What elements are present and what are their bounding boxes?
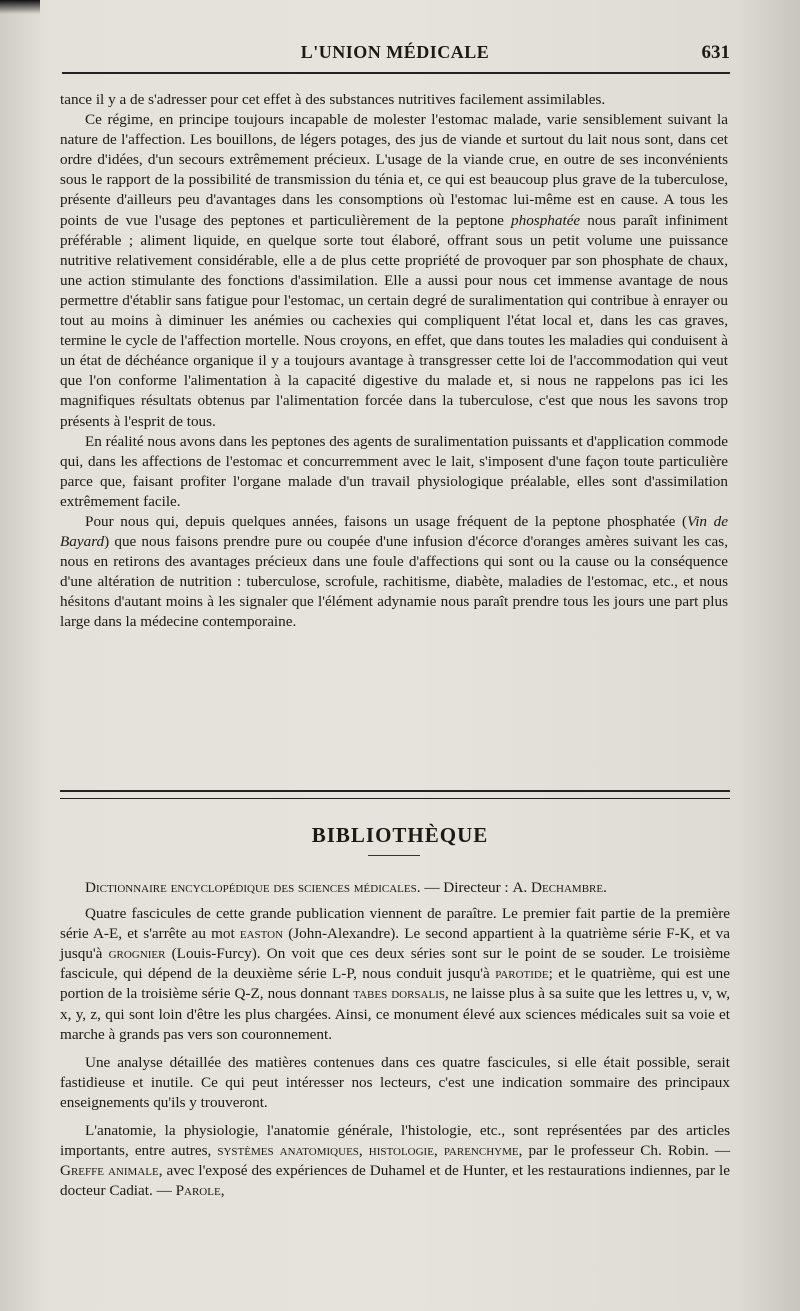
review-paragraph-1 <box>60 904 730 1045</box>
paragraph-2-text-b: nous paraît infiniment préférable ; aliment liquide, en quelque sorte tout élaboré, offrant sous un petit volume une puissance nutritive relativement considérable, elle a de plus cette propriété de provoquer par son phosphate de chaux, une action stimulante des fonctions d'assimilation. Elle a aussi pour nous cet immense avantage de nous permettre d'établir sans fatigue pour l'estomac, un certain degré de suralimentation qui contribue à enrayer ou tout au moins à diminuer les anémies ou cachexies qui compliquent l'état local et, dans les cas graves, termine le cycle de l'affection mortelle. Nous croyons, en effet, que dans toutes les maladies qui conduisent à un état de déchéance organique il y a toujours avantage à transgresser cette loi de l'accommodation qui veut que l'on conforme l'alimentation à la capacité digestive du malade et, si nous ne rappelons pas ici les magnifiques résultats obtenus par l'alimentation forcée dans la tuberculose, c'est que nous les savons trop présents à l'esprit de tous. <box>60 211 728 430</box>
article-body <box>60 90 728 633</box>
paragraph-2 <box>60 110 728 432</box>
header-rule <box>62 72 730 74</box>
section-divider <box>60 790 730 799</box>
paragraph-2-text-a: Ce régime, en principe toujours incapable de molester l'estomac malade, varie sensiblement suivant la nature de l'affection. Les bouillons, de légers potages, des jus de viande et surtout du lait nous sont, dans cet ordre d'idées, d'un secours extrêmement précieux. L'usage de la viande crue, en outre de ses inconvénients sous le rapport de la possibilité de transmission du ténia et, ce qui est beaucoup plus grave de la tuberculose, présente d'ailleurs peu d'avantages dans les consomptions où l'estomac lui-même est en cause. A tous les points de vue l'usage des peptones et particulièrement de la peptone <box>60 111 728 229</box>
review-p1-term-3: parotide <box>495 965 549 983</box>
title-underline <box>368 855 420 856</box>
review-p3-text-a: L'anatomie, la physiologie, l'anatomie générale, l'histologie, etc., sont représentées par des articles importants, entre autres, <box>60 1122 730 1160</box>
paragraph-3: En réalité nous avons dans les peptones des agents de suralimentation puissants et d'application commode qui, dans les affections de l'estomac et concurremment avec le lait, s'imposent d'une façon toute particulière parce que, faisant profiter l'organe malade d'un travail physiologique préalable, elles sont d'assimilation extrêmement facile. <box>60 432 728 510</box>
scan-corner-shadow <box>0 0 40 14</box>
review-p3-term-4: Greffe animale <box>60 1162 159 1180</box>
page-header <box>60 42 730 72</box>
review-p1-text-c: (Louis-Furcy). On voit que ces deux séries sont sur le point de se souder. Le troisième fascicule, qui dépend de la deuxième série L-P, nous conduit jusqu'à <box>60 945 730 983</box>
paragraph-2-italic: phosphatée <box>511 211 581 229</box>
review-p3-text-f: , <box>220 1182 225 1200</box>
review-p3-term-1: systèmes anatomiques <box>217 1142 359 1160</box>
review-p1-term-4: tabes dorsalis <box>353 985 445 1003</box>
review-heading <box>60 878 730 898</box>
review-p3-text-e: , avec l'exposé des expériences de Duhamel et de Hunter, et les restaurations indiennes, par le docteur Cadiat. — <box>60 1162 731 1200</box>
review-p1-text-e: , ne laisse plus à sa suite que les lettres u, v, w, x, y, z, qui sont loin d'être les plus chargées. Ainsi, ce monument élevé aux sciences médicales suit sa voie et marche à grands pas vers son couronnement. <box>60 985 730 1043</box>
review-p3-term-5: Parole <box>175 1182 221 1200</box>
review-body <box>60 878 730 1201</box>
paragraph-4 <box>60 512 728 633</box>
paragraph-4-italic: Vin de Bayard <box>60 512 728 551</box>
review-p3-text-b: , <box>358 1142 369 1160</box>
paragraph-4-text-a: Pour nous qui, depuis quelques années, faisons un usage fréquent de la peptone phosphatée ( <box>85 512 688 530</box>
review-p1-text-d: ; et le quatrième, qui est une portion de la troisième série Q-Z, nous donnant <box>60 965 730 1003</box>
paragraph-4-text-b: ) que nous faisons prendre pure ou coupée d'une infusion d'écorce d'oranges amères suivant les cas, nous en retirons des avantages précieux dans une foule d'affections qui sont ou la cause ou la conséquence d'une altération de nutrition : tuberculose, scrofule, rachitisme, diabète, maladies de l'estomac, etc., et nous hésitons d'autant moins à les signaler que l'élément adynamie nous paraît prendre tous les jours une part plus large dans la médecine contemporaine. <box>60 533 728 631</box>
review-p1-text-a: Quatre fascicules de cette grande publication viennent de paraître. Le premier fait partie de la première série A-E, et s'arrête au mot <box>60 905 730 943</box>
page-number: 631 <box>701 42 730 63</box>
review-p1-text-b: (John-Alexandre). Le second appartient à la quatrième série F-K, et va jusqu'à <box>60 925 730 963</box>
review-heading-director: A. Dechambre. <box>512 879 607 896</box>
review-p3-text-d: , par le professeur Ch. Robin. — <box>518 1142 731 1160</box>
review-heading-work: Dictionnaire encyclopédique des sciences médicales. <box>85 879 421 896</box>
review-p1-term-1: easton <box>239 925 284 943</box>
review-p3-term-3: parenchyme <box>443 1142 519 1160</box>
review-paragraph-2: Une analyse détaillée des matières contenues dans ces quatre fascicules, si elle était possible, serait fastidieuse et inutile. Ce qui peut intéresser nos lecteurs, c'est une indication sommaire des principaux enseignements qu'ils y trouveront. <box>60 1053 730 1111</box>
review-p3-term-2: histologie <box>368 1142 434 1160</box>
review-paragraph-3 <box>60 1121 730 1201</box>
section-title: BIBLIOTHÈQUE <box>311 823 489 847</box>
review-heading-sep: — Directeur : <box>420 879 513 896</box>
paragraph-1: tance il y a de s'adresser pour cet effet à des substances nutritives facilement assimilables. <box>60 91 606 108</box>
review-p1-term-2: grognier <box>108 945 166 963</box>
running-title: L'UNION MÉDICALE <box>300 42 490 62</box>
review-p3-text-c: , <box>433 1142 444 1160</box>
